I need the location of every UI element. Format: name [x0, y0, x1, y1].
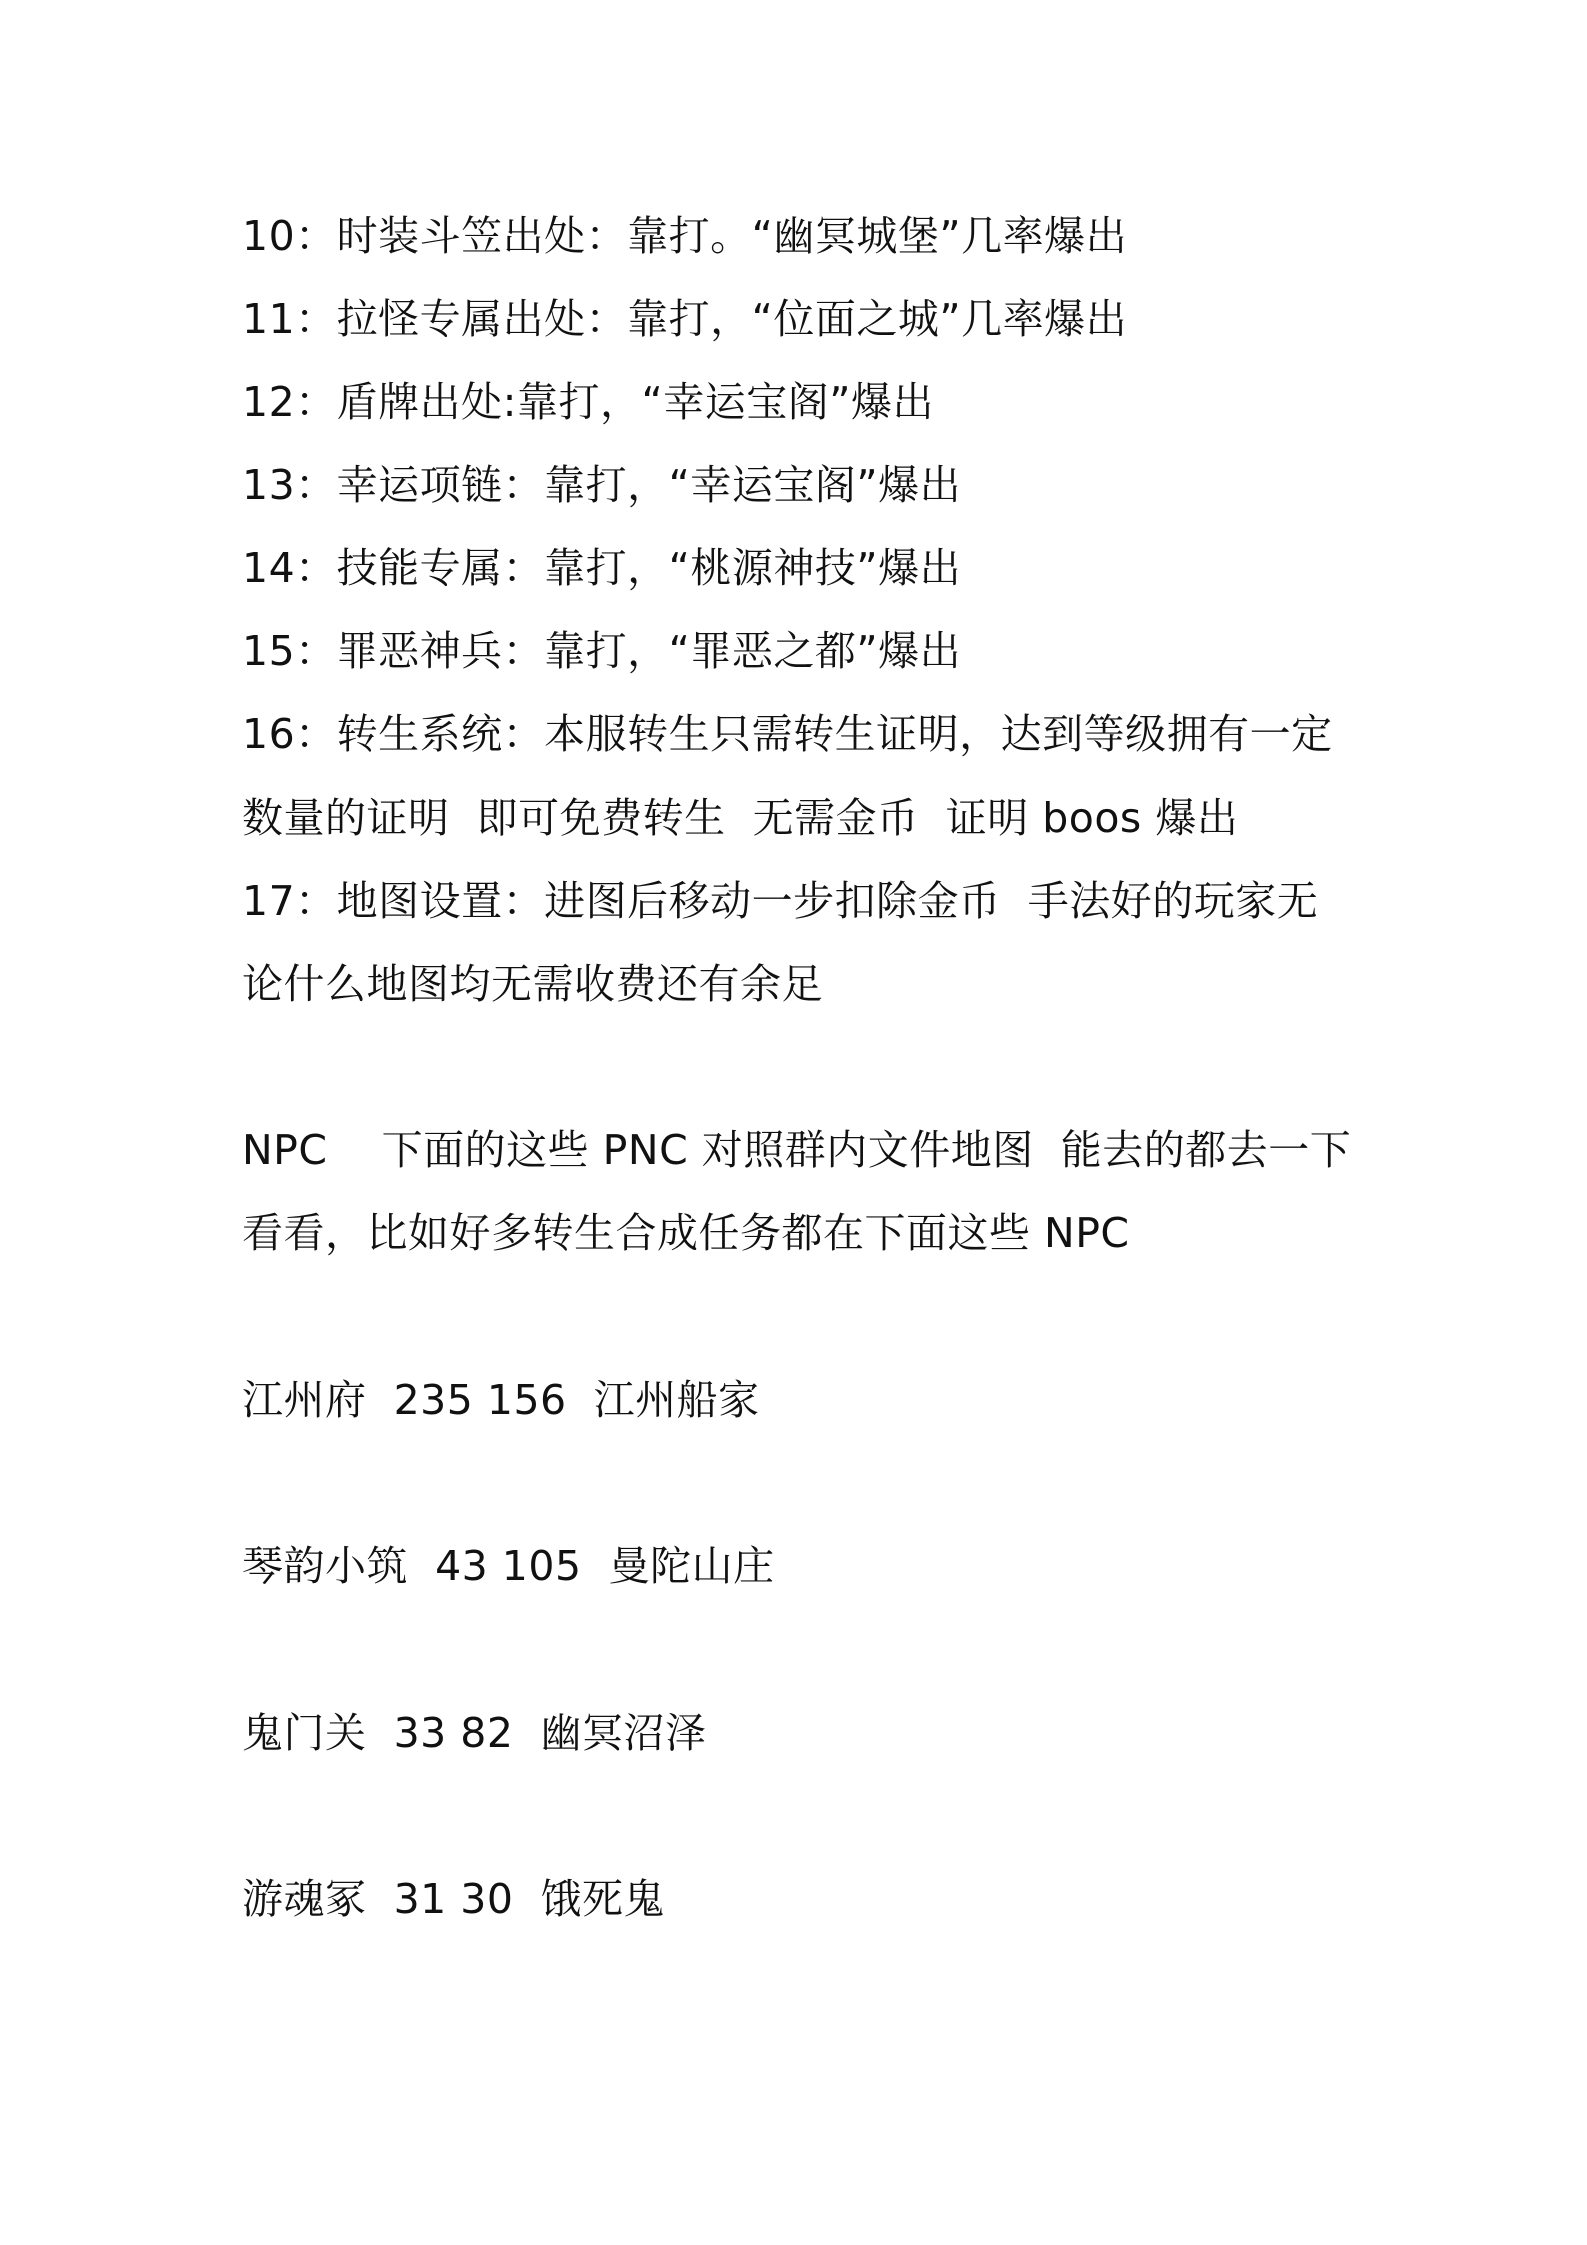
npc-intro-line-1: NPC 下面的这些 PNC 对照群内文件地图 能去的都去一下: [242, 1126, 1352, 1174]
item-17-line-2: 论什么地图均无需收费还有余足: [242, 960, 823, 1008]
npc-intro-line-2: 看看，比如好多转生合成任务都在下面这些 NPC: [242, 1209, 1130, 1257]
item-16-line-2: 数量的证明 即可免费转生 无需金币 证明 boos 爆出: [242, 794, 1239, 842]
item-17-line-1: 17：地图设置：进图后移动一步扣除金币 手法好的玩家无: [242, 877, 1319, 925]
item-15: 15：罪恶神兵：靠打，“罪恶之都”爆出: [242, 627, 962, 675]
item-16-line-1: 16：转生系统：本服转生只需转生证明，达到等级拥有一定: [242, 710, 1333, 758]
item-11: 11：拉怪专属出处：靠打，“位面之城”几率爆出: [242, 295, 1128, 343]
item-14: 14：技能专属：靠打，“桃源神技”爆出: [242, 544, 962, 592]
npc-entry: 游魂冢 31 30 饿死鬼: [242, 1875, 666, 1923]
item-12: 12：盾牌出处:靠打，“幸运宝阁”爆出: [242, 378, 934, 426]
npc-entry: 江州府 235 156 江州船家: [242, 1376, 760, 1424]
npc-entry: 琴韵小筑 43 105 曼陀山庄: [242, 1542, 775, 1590]
item-10: 10：时装斗笠出处：靠打。“幽冥城堡”几率爆出: [242, 212, 1128, 260]
item-13: 13：幸运项链：靠打，“幸运宝阁”爆出: [242, 461, 962, 509]
npc-entry: 鬼门关 33 82 幽冥沼泽: [242, 1709, 707, 1757]
